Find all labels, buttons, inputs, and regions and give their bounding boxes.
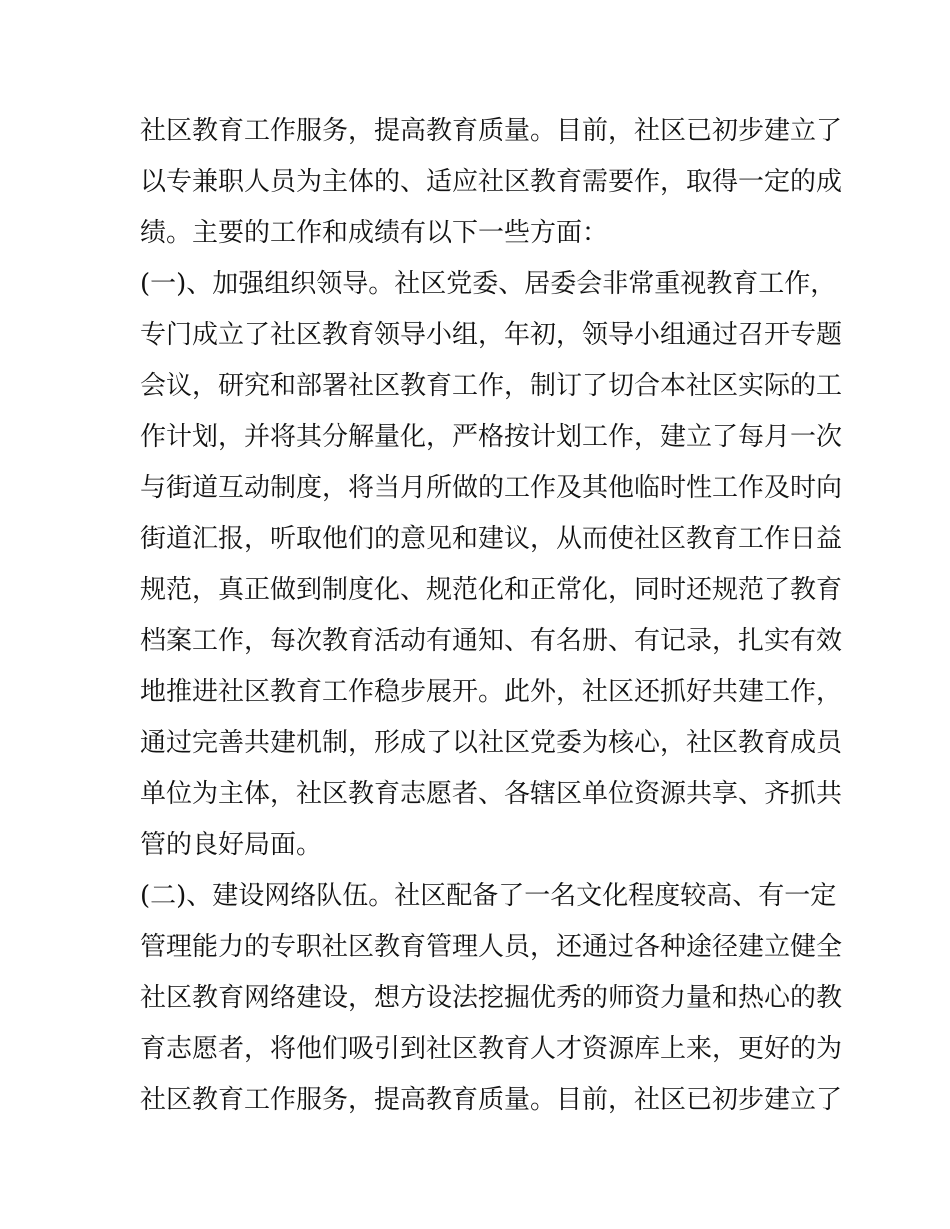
text-line: 社区教育工作服务，提高教育质量。目前，社区已初步建立了: [140, 116, 843, 146]
text-line: 单位为主体，社区教育志愿者、各辖区单位资源共享、齐抓共: [140, 779, 843, 809]
text-line: 以专兼职人员为主体的、适应社区教育需要作，取得一定的成: [140, 167, 843, 197]
text-line: 与街道互动制度，将当月所做的工作及其他临时性工作及时向: [140, 473, 843, 503]
text-line: 街道汇报，听取他们的意见和建议，从而使社区教育工作日益: [140, 524, 843, 554]
text-line: 管理能力的专职社区教育管理人员，还通过各种途径建立健全: [140, 932, 843, 962]
text-line: 作计划，并将其分解量化，严格按计划工作，建立了每月一次: [140, 422, 843, 452]
text-line: 专门成立了社区教育领导小组，年初，领导小组通过召开专题: [140, 320, 843, 350]
text-line: 社区教育工作服务，提高教育质量。目前，社区已初步建立了: [140, 1085, 843, 1115]
text-line: 档案工作，每次教育活动有通知、有名册、有记录，扎实有效: [140, 626, 843, 656]
section-heading-line: (一)、加强组织领导。社区党委、居委会非常重视教育工作，: [140, 269, 837, 299]
text-line: 育志愿者，将他们吸引到社区教育人才资源库上来，更好的为: [140, 1034, 843, 1064]
body-text: [140, 106, 843, 1126]
text-line: 通过完善共建机制，形成了以社区党委为核心，社区教育成员: [140, 728, 843, 758]
text-line: 社区教育网络建设，想方设法挖掘优秀的师资力量和热心的教: [140, 983, 843, 1013]
text-line: 规范，真正做到制度化、规范化和正常化，同时还规范了教育: [140, 575, 843, 605]
text-line: 绩。主要的工作和成绩有以下一些方面：: [140, 218, 609, 248]
section-heading-line: (二)、建设网络队伍。社区配备了一名文化程度较高、有一定: [140, 881, 837, 911]
text-line: 会议，研究和部署社区教育工作，制订了切合本社区实际的工: [140, 371, 843, 401]
text-line: 管的良好局面。: [140, 830, 323, 860]
text-line: 地推进社区教育工作稳步展开。此外，社区还抓好共建工作，: [140, 677, 843, 707]
